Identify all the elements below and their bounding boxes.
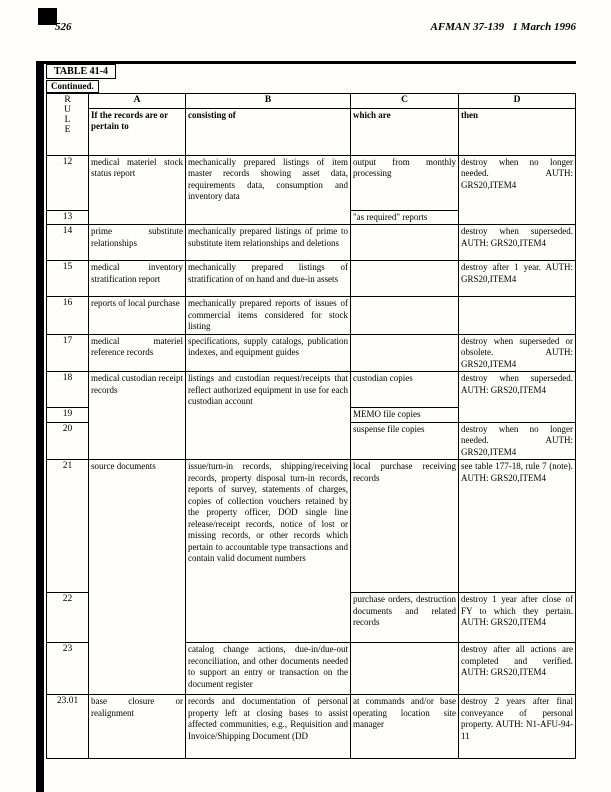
rule-number: 16 <box>47 297 89 335</box>
cell-c <box>351 261 459 297</box>
cell-d: destroy when superseded. AUTH: GRS20,ITEM4 <box>459 225 576 261</box>
page-number: 526 <box>55 21 72 33</box>
rule-column-header <box>47 94 89 156</box>
table-row-rule-17 <box>47 334 576 372</box>
rule-letter: R <box>64 95 71 105</box>
rule-number: 14 <box>47 225 89 261</box>
cell-c: suspense file copies <box>351 422 459 460</box>
cell-c: output from monthly processing <box>351 155 459 210</box>
rule-number: 23 <box>47 643 89 695</box>
cell-c <box>351 297 459 335</box>
cell-c: at commands and/or base operating location site manager <box>351 695 459 759</box>
column-letter-c: C <box>351 94 459 109</box>
cell-b: mechanically prepared listings of stratification of on hand and due-in assets <box>186 261 351 297</box>
table-row-rule-23-01 <box>47 695 576 759</box>
rule-letter: U <box>64 105 71 115</box>
cell-c <box>351 643 459 695</box>
cell-a: prime substitute relationships <box>89 225 186 261</box>
cell-d: destroy when no longer needed. AUTH: GRS20,ITEM4 <box>459 422 576 460</box>
column-letter-a: A <box>89 94 186 109</box>
cell-d: destroy when superseded. AUTH: GRS20,ITEM4 <box>459 372 576 423</box>
column-descriptor-row <box>47 108 576 155</box>
rule-number: 22 <box>47 593 89 643</box>
table-title: TABLE 41-4 <box>46 64 116 79</box>
rule-number: 17 <box>47 334 89 372</box>
cell-a: medical inventory stratification report <box>89 261 186 297</box>
table-row-rule-14 <box>47 225 576 261</box>
cell-b: records and documentation of personal property left at closing bases to assist affected communities, e.g., Requisition and Invoice/Shipping Document (DD <box>186 695 351 759</box>
column-descriptor-b: consisting of <box>186 108 351 155</box>
rule-letter: E <box>64 125 71 135</box>
cell-b: specifications, supply catalogs, publication indexes, and equipment guides <box>186 334 351 372</box>
cell-d: destroy 1 year after close of FY to which they pertain. AUTH: GRS20,ITEM4 <box>459 593 576 643</box>
rule-number: 20 <box>47 422 89 460</box>
cell-c: purchase orders, destruction documents and related records <box>351 593 459 643</box>
cell-b: listings and custodian request/receipts that reflect authorized equipment in use for each custodian account <box>186 372 351 460</box>
cell-d: destroy 2 years after final conveyance of personal property. AUTH: N1-AFU-94-11 <box>459 695 576 759</box>
cell-c <box>351 334 459 372</box>
cell-c: local purchase receiving records <box>351 460 459 593</box>
column-letter-row <box>47 94 576 109</box>
rule-number: 12 <box>47 155 89 210</box>
column-letter-b: B <box>186 94 351 109</box>
table-row-rule-18 <box>47 372 576 408</box>
table-row-rule-16 <box>47 297 576 335</box>
cell-b: mechanically prepared reports of issues of commercial items considered for stock listing <box>186 297 351 335</box>
cell-c: custodian copies <box>351 372 459 408</box>
records-disposition-table <box>46 93 576 759</box>
document-header: AFMAN 37-139 1 March 1996 <box>430 21 576 33</box>
cell-c: "as required" reports <box>351 210 459 225</box>
table-continued-label: Continued. <box>46 80 99 93</box>
cell-b: issue/turn-in records, shipping/receiving records, property disposal turn-in records, reports of survey, statements of charges, copies of collection vouchers retained by the property officer, DOD single line release/receipt records, notice of lost or missing records, or other records which pertain to accountable type transactions and contain valid document numbers <box>186 460 351 643</box>
cell-c <box>351 225 459 261</box>
cell-a: medical materiel stock status report <box>89 155 186 225</box>
cell-a: reports of local purchase <box>89 297 186 335</box>
rule-number: 19 <box>47 408 89 423</box>
cell-a: base closure or realignment <box>89 695 186 759</box>
table-row-rule-21 <box>47 460 576 593</box>
header-divider-rule <box>44 61 576 64</box>
cell-d: see table 177-18, rule 7 (note). AUTH: GRS20,ITEM4 <box>459 460 576 593</box>
cell-d: destroy after 1 year. AUTH: GRS20,ITEM4 <box>459 261 576 297</box>
rule-number: 13 <box>47 210 89 225</box>
cell-d <box>459 297 576 335</box>
cell-a: medical materiel reference records <box>89 334 186 372</box>
cell-c: MEMO file copies <box>351 408 459 423</box>
column-descriptor-d: then <box>459 108 576 155</box>
rule-number: 23.01 <box>47 695 89 759</box>
cell-a: source documents <box>89 460 186 695</box>
cell-b: mechanically prepared listings of prime to substitute item relationships and deletions <box>186 225 351 261</box>
cell-b: catalog change actions, due-in/due-out reconciliation, and other documents needed to support an entry or transaction on the document register <box>186 643 351 695</box>
rule-letter: L <box>64 115 71 125</box>
cell-d: destroy when superseded or obsolete. AUTH: GRS20,ITEM4 <box>459 334 576 372</box>
rule-number: 15 <box>47 261 89 297</box>
column-descriptor-c: which are <box>351 108 459 155</box>
rule-number: 21 <box>47 460 89 593</box>
column-letter-d: D <box>459 94 576 109</box>
cell-b: mechanically prepared listings of item master records showing asset data, requirements data, consumption and inventory data <box>186 155 351 225</box>
cell-d: destroy after all actions are completed and verified. AUTH: GRS20,ITEM4 <box>459 643 576 695</box>
rule-number: 18 <box>47 372 89 408</box>
scan-artifact-left-bar <box>36 61 44 792</box>
table-row-rule-15 <box>47 261 576 297</box>
column-descriptor-a: If the records are or pertain to <box>89 108 186 155</box>
cell-a: medical custodian receipt records <box>89 372 186 460</box>
cell-d: destroy when no longer needed. AUTH: GRS20,ITEM4 <box>459 155 576 225</box>
table-row-rule-12 <box>47 155 576 210</box>
